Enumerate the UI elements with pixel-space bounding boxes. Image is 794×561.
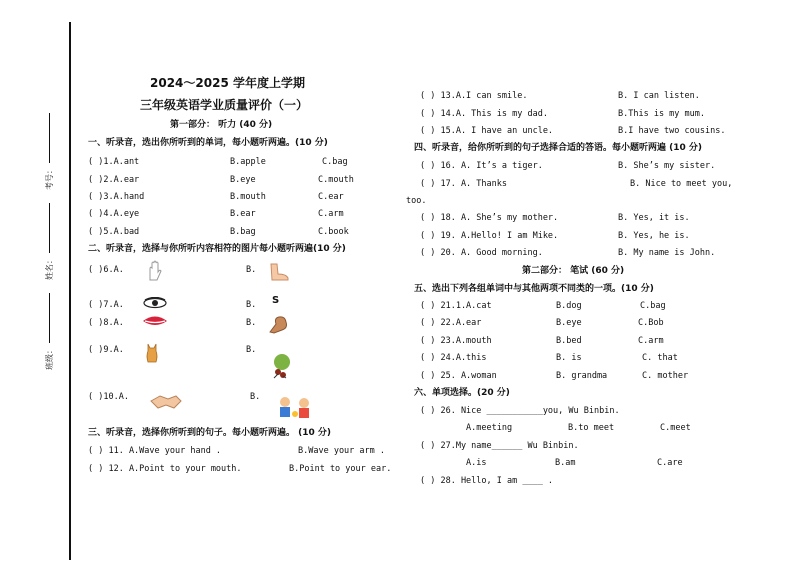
question-28: ( ) 28. Hello, I am ____ . — [420, 476, 554, 486]
option-a: A.meeting — [466, 423, 513, 433]
option-c: C.mouth — [318, 175, 354, 185]
exam-number-label: 考号： — [44, 113, 55, 190]
option-a: A.is — [466, 458, 487, 468]
option-b: B. Nice to meet you, — [630, 179, 733, 189]
cat-picture — [144, 342, 160, 364]
option-c: C.meet — [660, 423, 691, 433]
option-b: B.Wave your arm . — [298, 446, 385, 456]
question-19: ( ) 19. A.Hello! I am Mike. — [420, 231, 559, 241]
name-label: 姓名： — [44, 203, 55, 280]
question-2: ( )2.A.ear — [88, 175, 140, 185]
question-9: ( )9.A. — [88, 345, 124, 355]
question-24: ( ) 24.A.this — [420, 353, 487, 363]
mouth-picture — [142, 315, 168, 327]
question-15: ( ) 15.A. I have an uncle. — [420, 126, 554, 136]
title-main: 三年级英语学业质量评价（一） — [140, 98, 309, 112]
question-7: ( )7.A. — [88, 300, 124, 310]
question-13: ( ) 13.A.I can smile. — [420, 91, 528, 101]
option-c: C.arm — [318, 209, 344, 219]
question-21: ( ) 21.1.A.cat — [420, 301, 492, 311]
option-b: B.This is my mum. — [618, 109, 705, 119]
option-c: C.Bob — [638, 318, 664, 328]
question-11: ( ) 11. A.Wave your hand . — [88, 446, 222, 456]
class-label: 班级： — [44, 293, 55, 370]
option-c: C.bag — [640, 301, 666, 311]
option-b: B. I can listen. — [618, 91, 700, 101]
too-text: too. — [406, 196, 427, 206]
section2-heading: 二、听录音，选择与你所听内容相符的图片每小题听两遍(10 分) — [88, 244, 346, 254]
section4-heading: 四、听录音，给你所听到的句子选择合适的答语。每小题听两遍 (10 分) — [414, 143, 703, 153]
question-23: ( ) 23.A.mouth — [420, 336, 492, 346]
question-3: ( )3.A.hand — [88, 192, 145, 202]
option-b: B.bag — [230, 227, 256, 237]
binding-line — [69, 22, 71, 560]
option-b: B.eye — [556, 318, 582, 328]
question-16: ( ) 16. A. It’s a tiger. — [420, 161, 543, 171]
part2-heading: 第二部分： 笔试 (60 分) — [522, 266, 625, 276]
question-27: ( ) 27.My name______ Wu Binbin. — [420, 441, 579, 451]
option-b: B. is — [556, 353, 582, 363]
option-b: B.ear — [230, 209, 256, 219]
foot-picture — [268, 262, 290, 282]
letter-s: S — [272, 295, 280, 306]
option-b: B.mouth — [230, 192, 266, 202]
option-b: B. grandma — [556, 371, 608, 381]
option-b: B. — [246, 300, 257, 310]
question-26: ( ) 26. Nice ___________you, Wu Binbin. — [420, 406, 620, 416]
option-b: B.dog — [556, 301, 582, 311]
question-22: ( ) 22.A.ear — [420, 318, 482, 328]
option-b: B.apple — [230, 157, 266, 167]
question-25: ( ) 25. A.woman — [420, 371, 497, 381]
option-b: B.eye — [230, 175, 256, 185]
option-b: B. — [246, 265, 257, 275]
handshake-picture — [150, 393, 182, 411]
question-4: ( )4.A.eye — [88, 209, 140, 219]
question-8: ( )8.A. — [88, 318, 124, 328]
question-10: ( )10.A. — [88, 392, 129, 402]
option-c: C. that — [642, 353, 678, 363]
option-c: C.ear — [318, 192, 344, 202]
question-12: ( ) 12. A.Point to your mouth. — [88, 464, 242, 474]
section6-heading: 六、单项选择。(20 分) — [414, 388, 510, 398]
section5-heading: 五、选出下列各组单词中与其他两项不同类的一项。(10 分) — [414, 284, 654, 294]
option-b: B. — [246, 318, 257, 328]
option-c: C.are — [657, 458, 683, 468]
ant-apple-picture — [268, 352, 294, 382]
option-b: B.to meet — [568, 423, 615, 433]
option-c: C. mother — [642, 371, 689, 381]
section3-heading: 三、听录音，选择你所听到的句子。每小题听两遍。 (10 分) — [88, 428, 332, 438]
part1-heading: 第一部分： 听力 (40 分) — [170, 120, 273, 130]
option-b: B.Point to your ear. — [289, 464, 392, 474]
option-b: B. She’s my sister. — [618, 161, 716, 171]
option-b: B. My name is John. — [618, 248, 716, 258]
option-b: B.bed — [556, 336, 582, 346]
option-b: B. — [250, 392, 261, 402]
option-b: B. Yes, he is. — [618, 231, 690, 241]
question-18: ( ) 18. A. She’s my mother. — [420, 213, 559, 223]
question-5: ( )5.A.bad — [88, 227, 140, 237]
eye-picture — [143, 297, 167, 309]
title-year: 2024～2025 学年度上学期 — [150, 76, 305, 90]
question-1: ( )1.A.ant — [88, 157, 140, 167]
question-6: ( )6.A. — [88, 265, 124, 275]
section1-heading: 一、听录音，选出你所听到的单词，每小题听两遍。(10 分) — [88, 138, 328, 148]
question-20: ( ) 20. A. Good morning. — [420, 248, 543, 258]
option-c: C.book — [318, 227, 349, 237]
option-c: C.arm — [638, 336, 664, 346]
option-c: C.bag — [322, 157, 348, 167]
option-b: B.am — [555, 458, 576, 468]
question-17: ( ) 17. A. Thanks — [420, 179, 507, 189]
arm-picture — [268, 314, 290, 334]
question-14: ( ) 14.A. This is my dad. — [420, 109, 548, 119]
option-b: B.I have two cousins. — [618, 126, 726, 136]
option-b: B. Yes, it is. — [618, 213, 690, 223]
hand-picture — [146, 260, 162, 282]
children-playing-picture — [276, 396, 316, 420]
option-b: B. — [246, 345, 257, 355]
